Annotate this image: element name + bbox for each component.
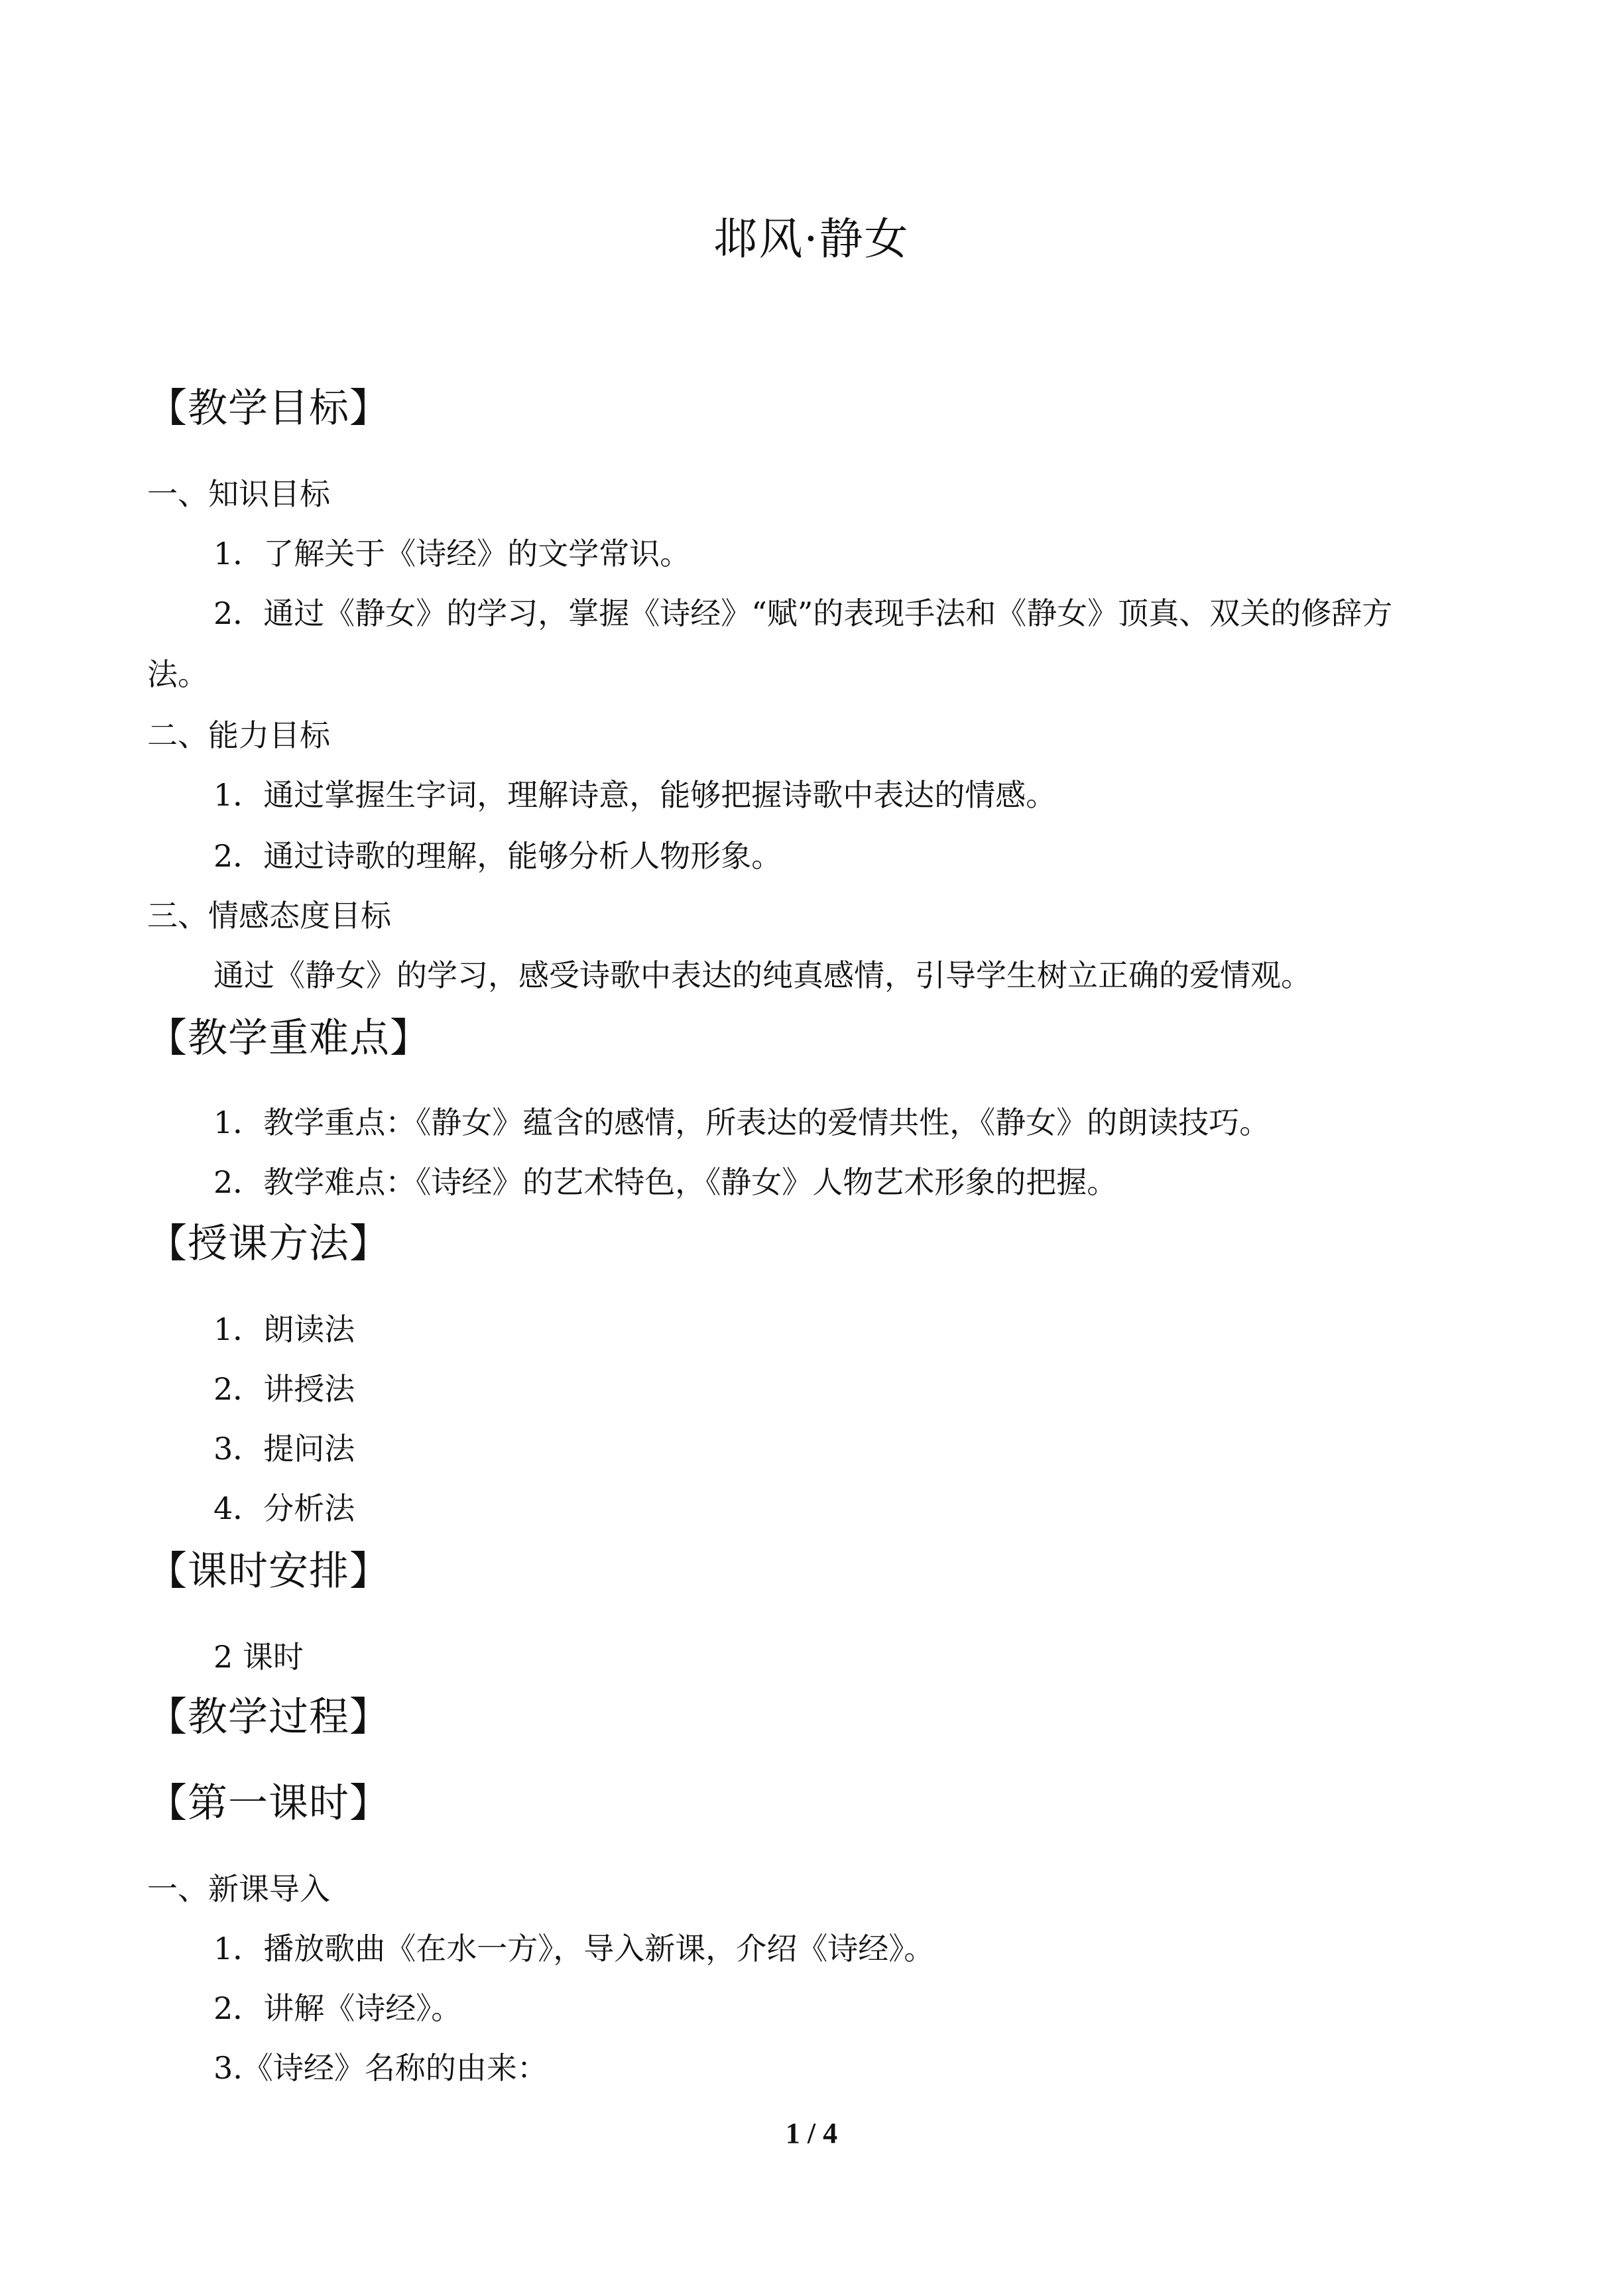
schedule-text: 2 课时 <box>213 1639 304 1675</box>
method-item-2: 2．讲授法 <box>213 1371 355 1407</box>
heading-key-points: 【教学重难点】 <box>147 1015 430 1061</box>
emotion-title: 三、情感态度目标 <box>147 898 391 934</box>
intro-item-2: 2．讲解《诗经》。 <box>213 1990 462 2026</box>
intro-item-1: 1．播放歌曲《在水一方》，导入新课，介绍《诗经》。 <box>213 1931 935 1966</box>
heading-schedule: 【课时安排】 <box>147 1548 390 1595</box>
heading-process: 【教学过程】 <box>147 1694 390 1740</box>
page-number: 1 / 4 <box>785 2117 838 2149</box>
method-item-3: 3．提问法 <box>213 1431 355 1467</box>
emotion-text: 通过《静女》的学习，感受诗歌中表达的纯真感情，引导学生树立正确的爱情观。 <box>213 957 1311 993</box>
key-point-1: 1．教学重点：《静女》蕴含的感情，所表达的爱情共性，《静女》的朗读技巧。 <box>213 1105 1270 1140</box>
ability-item-1: 1．通过掌握生字词，理解诗意，能够把握诗歌中表达的情感。 <box>213 777 1057 813</box>
intro-item-3: 3.《诗经》名称的由来： <box>213 2050 548 2086</box>
key-point-2: 2．教学难点：《诗经》的艺术特色，《静女》人物艺术形象的把握。 <box>213 1164 1118 1200</box>
document-title: 邶风·静女 <box>713 213 910 265</box>
knowledge-item-2: 2．通过《静女》的学习，掌握《诗经》“赋”的表现手法和《静女》顶真、双关的修辞方 <box>213 595 1393 631</box>
ability-item-2: 2．通过诗歌的理解，能够分析人物形象。 <box>213 838 782 874</box>
knowledge-item-2-cont: 法。 <box>147 656 208 692</box>
ability-title: 二、能力目标 <box>147 717 330 753</box>
heading-objectives: 【教学目标】 <box>147 385 390 432</box>
method-item-1: 1．朗读法 <box>213 1311 355 1347</box>
method-item-4: 4．分析法 <box>213 1490 355 1526</box>
knowledge-title: 一、知识目标 <box>147 476 330 512</box>
knowledge-item-1: 1．了解关于《诗经》的文学常识。 <box>213 536 691 572</box>
intro-title: 一、新课导入 <box>147 1871 330 1907</box>
heading-methods: 【授课方法】 <box>147 1221 390 1267</box>
heading-lesson-1: 【第一课时】 <box>147 1780 390 1827</box>
